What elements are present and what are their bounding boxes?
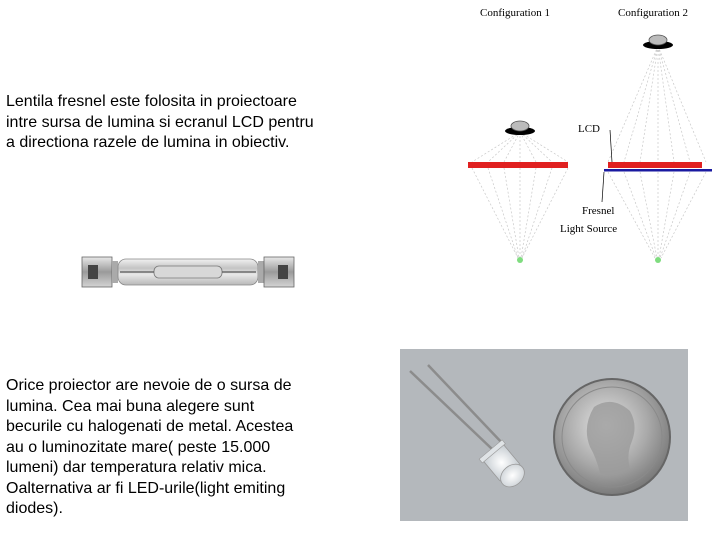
config-1-lens-icon: [505, 121, 535, 135]
config-2-rays: [608, 46, 706, 258]
config-2-light-source: [655, 257, 661, 263]
config-2-lens-icon: [643, 35, 673, 49]
light-source-description: Orice proiector are nevoie de o sursa de lumina. Cea mai buna alegere sunt becurile cu halogenati de metal. Acestea au o luminozitate mare( peste 15.000 lumeni) dar temperatura relativ mica. Oalternativa ar fi LED-urile(light emiting diodes).: [6, 377, 294, 517]
config-2-fresnel-bar: [608, 162, 702, 168]
lcd-label: LCD: [578, 123, 600, 135]
config-1-label: Configuration 1: [480, 7, 550, 19]
metal-halide-lamp-image: [80, 243, 296, 300]
config-1-rays: [472, 132, 568, 258]
fresnel-configuration-diagram: [452, 0, 720, 270]
fresnel-pointer-line: [602, 172, 604, 202]
fresnel-label: Fresnel: [582, 205, 615, 217]
config-2-label: Configuration 2: [618, 7, 688, 19]
config-1-fresnel-bar: [468, 162, 568, 168]
light-source-label: Light Source: [560, 223, 618, 235]
led-and-coin-photo: [400, 349, 688, 521]
config-2-lcd-bar: [604, 169, 712, 172]
config-1-light-source: [517, 257, 523, 263]
fresnel-description: Lentila fresnel este folosita in proiectoare intre sursa de lumina si ecranul LCD pentru a directiona razele de lumina in obiectiv.: [6, 93, 314, 151]
